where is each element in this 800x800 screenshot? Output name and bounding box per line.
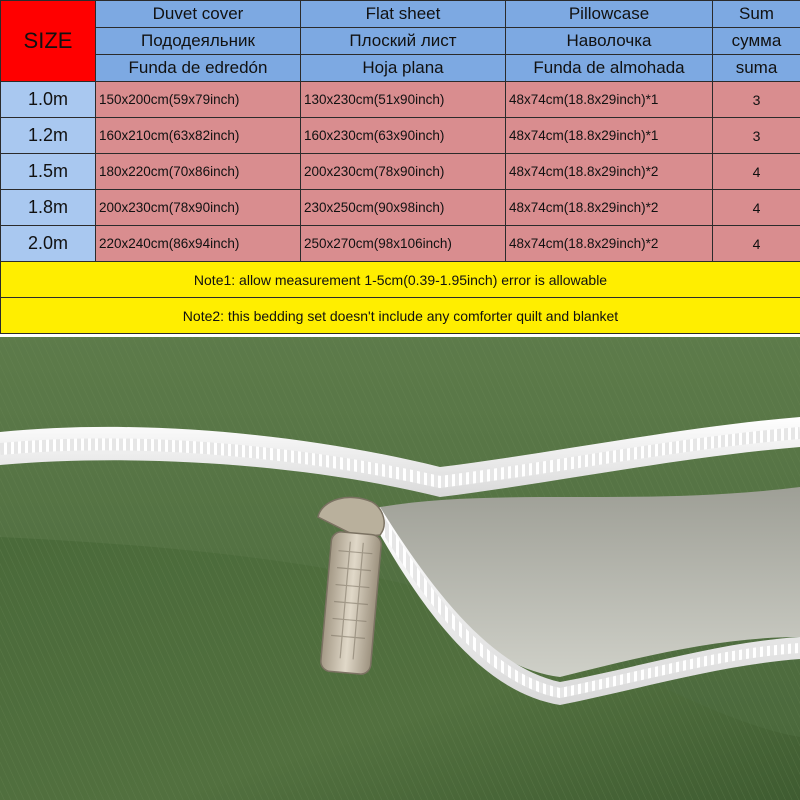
size-table bbox=[0, 0, 800, 334]
row-size-label: 1.0m bbox=[1, 82, 96, 118]
table-row bbox=[1, 118, 800, 154]
piece-sum: 3 bbox=[713, 82, 800, 118]
note-2: Note2: this bedding set doesn't include any comforter quilt and blanket bbox=[1, 298, 800, 334]
table-row bbox=[1, 154, 800, 190]
duvet-dimension: 200x230cm(78x90inch) bbox=[96, 190, 301, 226]
pillow-dimension: 48x74cm(18.8x29inch)*2 bbox=[506, 154, 713, 190]
duvet-dimension: 150x200cm(59x79inch) bbox=[96, 82, 301, 118]
sheet-dimension: 200x230cm(78x90inch) bbox=[301, 154, 506, 190]
header-row-english bbox=[1, 1, 800, 28]
pillow-dimension: 48x74cm(18.8x29inch)*2 bbox=[506, 190, 713, 226]
sheet-dimension: 250x270cm(98x106inch) bbox=[301, 226, 506, 262]
sheet-dimension: 230x250cm(90x98inch) bbox=[301, 190, 506, 226]
green-duvet-zipper-closeup-icon bbox=[0, 337, 800, 800]
sheet-dimension: 130x230cm(51x90inch) bbox=[301, 82, 506, 118]
header-sum-es: suma bbox=[713, 55, 800, 82]
duvet-dimension: 220x240cm(86x94inch) bbox=[96, 226, 301, 262]
piece-sum: 4 bbox=[713, 226, 800, 262]
header-sheet-ru: Плоский лист bbox=[301, 28, 506, 55]
note-1: Note1: allow measurement 1-5cm(0.39-1.95inch) error is allowable bbox=[1, 262, 800, 298]
header-row-spanish bbox=[1, 55, 800, 82]
row-size-label: 1.2m bbox=[1, 118, 96, 154]
row-size-label: 1.8m bbox=[1, 190, 96, 226]
header-sheet-en: Flat sheet bbox=[301, 1, 506, 28]
duvet-dimension: 180x220cm(70x86inch) bbox=[96, 154, 301, 190]
header-pillow-en: Pillowcase bbox=[506, 1, 713, 28]
pillow-dimension: 48x74cm(18.8x29inch)*1 bbox=[506, 118, 713, 154]
table-row bbox=[1, 226, 800, 262]
header-pillow-ru: Наволочка bbox=[506, 28, 713, 55]
note-row bbox=[1, 262, 800, 298]
table-row bbox=[1, 82, 800, 118]
header-sum-ru: сумма bbox=[713, 28, 800, 55]
row-size-label: 1.5m bbox=[1, 154, 96, 190]
duvet-dimension: 160x210cm(63x82inch) bbox=[96, 118, 301, 154]
table-row bbox=[1, 190, 800, 226]
row-size-label: 2.0m bbox=[1, 226, 96, 262]
pillow-dimension: 48x74cm(18.8x29inch)*2 bbox=[506, 226, 713, 262]
header-duvet-en: Duvet cover bbox=[96, 1, 301, 28]
header-sum-en: Sum bbox=[713, 1, 800, 28]
piece-sum: 4 bbox=[713, 154, 800, 190]
piece-sum: 4 bbox=[713, 190, 800, 226]
sheet-dimension: 160x230cm(63x90inch) bbox=[301, 118, 506, 154]
pillow-dimension: 48x74cm(18.8x29inch)*1 bbox=[506, 82, 713, 118]
header-duvet-es: Funda de edredón bbox=[96, 55, 301, 82]
fabric-zipper-photo bbox=[0, 337, 800, 800]
header-sheet-es: Hoja plana bbox=[301, 55, 506, 82]
header-row-russian bbox=[1, 28, 800, 55]
piece-sum: 3 bbox=[713, 118, 800, 154]
note-row bbox=[1, 298, 800, 334]
size-header-cell: SIZE bbox=[1, 1, 96, 82]
header-duvet-ru: Пододеяльник bbox=[96, 28, 301, 55]
header-pillow-es: Funda de almohada bbox=[506, 55, 713, 82]
